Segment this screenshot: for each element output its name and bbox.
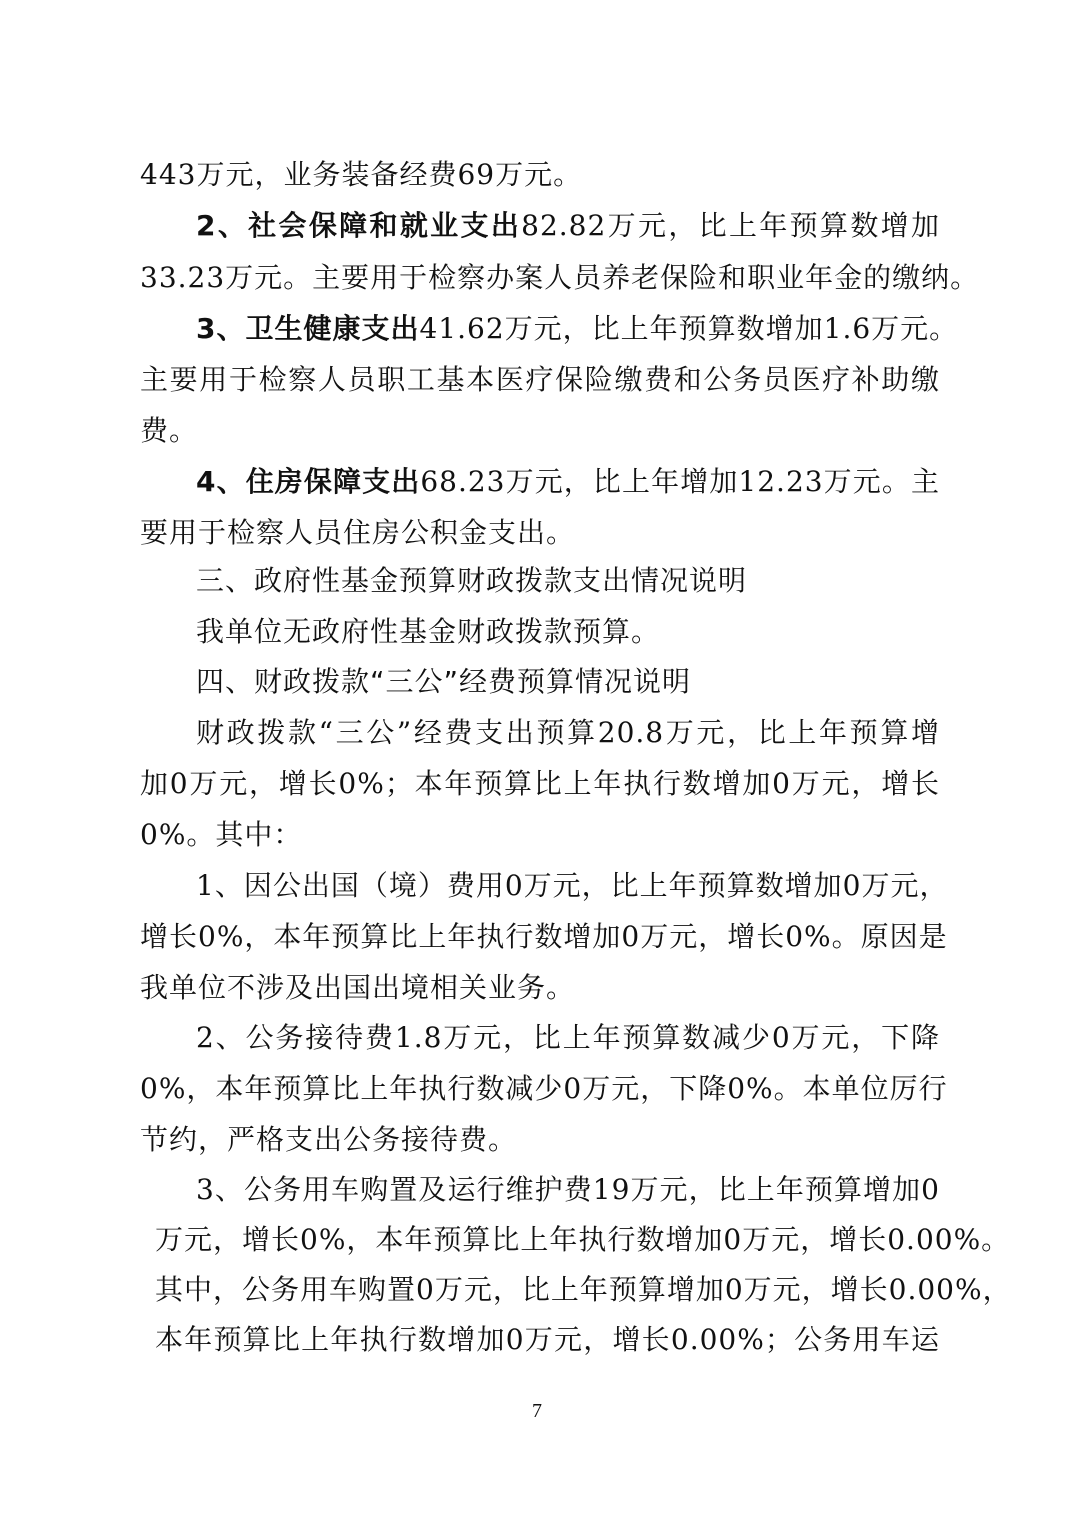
line-text: 要用于检察人员住房公积金支出。 <box>140 516 576 549</box>
section-heading-social-security: 2、社会保障和就业支出 <box>196 209 522 242</box>
line-text: 68.23万元，比上年增加12.23万元。主 <box>420 465 941 498</box>
paragraph-line <box>140 155 940 195</box>
line-text: 主要用于检察人员职工基本医疗保险缴费和公务员医疗补助缴 <box>140 363 940 396</box>
paragraph-line <box>140 411 940 451</box>
line-text: 0%。其中： <box>140 818 303 851</box>
line-text: 增长0%，本年预算比上年执行数增加0万元，增长0%。原因是 <box>140 920 948 953</box>
heading-text: 四、财政拨款“三公”经费预算情况说明 <box>196 665 692 698</box>
paragraph-line <box>196 1018 940 1058</box>
paragraph-line <box>140 258 980 298</box>
line-text: 我单位不涉及出国出境相关业务。 <box>140 971 576 1004</box>
paragraph-line <box>140 1069 948 1109</box>
section-title-three-public <box>196 662 940 702</box>
paragraph-line <box>155 1270 1012 1310</box>
paragraph-line <box>196 866 949 906</box>
line-text: 本年预算比上年执行数增加0万元，增长0.00%；公务用车运 <box>155 1323 940 1356</box>
paragraph-line <box>140 815 940 855</box>
section-heading-health: 3、卫生健康支出 <box>196 312 420 345</box>
line-text: 万元，增长0%，本年预算比上年执行数增加0万元，增长0.00%。 <box>155 1223 1011 1256</box>
paragraph-line <box>196 612 940 652</box>
line-text: 节约，严格支出公务接待费。 <box>140 1123 518 1156</box>
paragraph-line <box>140 764 940 804</box>
paragraph-line <box>155 1320 940 1360</box>
section-heading-housing: 4、住房保障支出 <box>196 465 421 498</box>
paragraph-line <box>196 309 959 349</box>
line-text: 443万元，业务装备经费69万元。 <box>140 158 583 191</box>
paragraph-line <box>140 1120 940 1160</box>
line-text: 费。 <box>140 414 199 447</box>
heading-text: 三、政府性基金预算财政拨款支出情况说明 <box>196 564 748 597</box>
line-text: 0%，本年预算比上年执行数减少0万元，下降0%。本单位厉行 <box>140 1072 948 1105</box>
paragraph-line <box>155 1220 1011 1260</box>
page-number: 7 <box>532 1400 542 1422</box>
line-text: 3、公务用车购置及运行维护费19万元，比上年预算增加0 <box>196 1173 940 1206</box>
line-text: 加0万元，增长0%；本年预算比上年执行数增加0万元，增长 <box>140 767 940 800</box>
paragraph-line <box>196 462 940 502</box>
section-title-government-fund <box>196 561 940 601</box>
paragraph-line <box>140 513 940 553</box>
paragraph-line <box>140 917 948 957</box>
line-text: 41.62万元，比上年预算数增加1.6万元。 <box>419 312 959 345</box>
line-text: 其中，公务用车购置0万元，比上年预算增加0万元，增长0.00%， <box>155 1273 1012 1306</box>
line-text: 1、因公出国（境）费用0万元，比上年预算数增加0万元， <box>196 869 949 902</box>
line-text: 2、公务接待费1.8万元，比上年预算数减少0万元，下降 <box>196 1021 940 1054</box>
line-text: 我单位无政府性基金财政拨款预算。 <box>196 615 661 648</box>
line-text: 33.23万元。主要用于检察办案人员养老保险和职业年金的缴纳。 <box>140 261 980 294</box>
paragraph-line <box>140 968 940 1008</box>
paragraph-line <box>196 206 940 246</box>
paragraph-line <box>196 1170 940 1210</box>
paragraph-line <box>196 713 940 753</box>
line-text: 财政拨款“三公”经费支出预算20.8万元，比上年预算增 <box>196 716 940 749</box>
line-text: 82.82万元，比上年预算数增加 <box>521 209 940 242</box>
paragraph-line <box>140 360 940 400</box>
